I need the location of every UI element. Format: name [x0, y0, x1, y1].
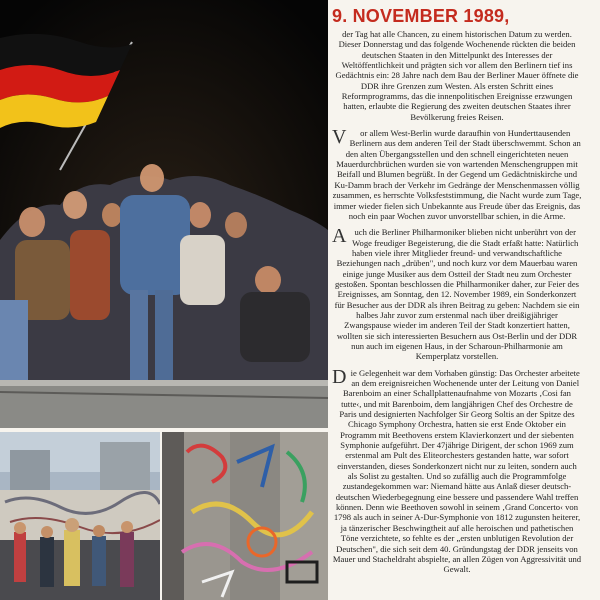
dropcap: A	[332, 225, 347, 248]
article-paragraph-1	[332, 29, 582, 122]
dropcap: V	[332, 126, 347, 149]
paragraph-text: der Tag hat alle Chancen, zu einem historischen Datum zu werden. Dieser Donnerstag und das folgende Wochenende rückten die beiden deutschen Staaten in den Mittelpunkt des Interesses der Weltöffentlichkeit und prägten sich vor allem den Berlinern tief ins Gedächtnis ein: 28 Jahre nach dem Bau der Berliner Mauer öffnete die DDR ihre Grenzen zum Westen. Als ersten Schritt eines Reformprogramms, das die innenpolitischen Ereignisse erzwungen hatten, erlaubte die Regierung des zweiten deutschen Staates ihrer Bevölkerung freies Reisen.	[335, 29, 579, 122]
article-paragraph-2	[332, 128, 582, 221]
dropcap: D	[332, 365, 347, 388]
photo-graffiti-wall	[162, 432, 328, 600]
photo-street-illustration	[0, 432, 160, 600]
article-paragraph-3	[332, 227, 582, 361]
article-paragraph-4	[332, 365, 582, 575]
photo-crowd-on-wall	[0, 0, 328, 428]
photo-crowd-at-wall	[0, 432, 160, 600]
article-headline: 9. NOVEMBER 1989,	[332, 6, 510, 26]
paragraph-text: ie Gelegenheit war dem Vorhaben günstig: Das Orchester arbeitete an dem ereignisreichen Wochenende unter der Leitung von Daniel Barenboim an einer Schallplattenaufnahme von Mozarts ‚Cosi fan tutte‹, und mit Barenboim, dem langjährigen Chef des Orchestre de Paris und designierten Nachfolger Sir Georg Soltis an der Spitze des Chicago Symphony Orchestra, hatten sie erst Ende Oktober ein Programm mit Beethovens erstem Klavierkonzert und der siebenten Symphonie aufgeführt. Der 47jährige Dirigent, der schon 1969 zum erstenmal am Pult des Elitеorchesters gestanden hatte, war sofort einverstanden, dieses Sonderkonzert nicht nur zu leiten, sondern auch als Solist zu gestalten. Und so zufällig auch die Programmfolge zustandegekommen war: Niemand hätte aus Anlaß dieser deutsch-deutschen Wiederbegegnung eine bessere und passendere Wahl treffen können. Denn wie Beethoven sowohl in seinem ‚Grand Concerto‹ von 1798 als auch in seiner A-Dur-Symphonie von 1812 zugunsten heiterer, ja tänzerischer Beschwingtheit auf alle heroischen und pathetischen Töne verzichtete, so fehlte es der „ersten unblutigen Revolution der Deutschen", die sich seit dem 40. Gründungstag der DDR jenseits von Mauer und Stacheldraht abspielte, an allen Zügen von Aggressivität und Gewalt.	[332, 367, 582, 575]
photo-graffiti-illustration	[162, 432, 328, 600]
paragraph-text: uch die Berliner Philharmoniker blieben nicht unberührt von der Woge freudiger Begeisterung, die die Stadt erfaßt hatte: Natürlich haben viele ihrer Mitglieder freund- und verwandtschaftliche Beziehungen nach „drüben", und noch kurz vor dem Mauerbau waren einige junge Musiker aus dem Ostteil der Stadt neu zum Orchester gestoßen. Spontan beschlossen die Philharmoniker daher, zur Feier des Ereignisses, am Sonntag, den 12. November 1989, ein Sonderkonzert für Besucher aus der DDR als ihren Beitrag zu geben: Nachdem sie ein halbes Jahr zuvor zum erstenmal nach über dreißigjähriger Zwangspause wieder im anderen Teil der Stadt konzertiert hatten, wollten sie sich interessierten Besuchern aus Ost-Berlin und der DDR nun auch im eigenen Haus, in der Scharoun-Philharmonie am Kemperplatz vorstellen.	[334, 227, 580, 362]
photo-crowd-illustration	[0, 0, 328, 428]
paragraph-text: or allem West-Berlin wurde daraufhin von Hunderttausenden Berlinern aus dem anderen Teil der Stadt überschwemmt. Schon an den alten Übergangsstellen und den schnell eingerichteten neuen Mauerdurchbrüchen wurden sie von wartenden Menschengruppen mit Beifall und Blumen begrüßt. In der Gegend um Gedächtniskirche und Ku-Damm brach der Verkehr im Gedränge der Menschenmassen völlig zusammen, es herrschte Volksfeststimmung, die Nacht wurde zum Tage, immer wieder fielen sich Unbekannte aus Freude über das Ereignis, das noch ein paar Wochen zuvor unvorstellbar schien, in die Arme.	[332, 128, 582, 221]
article-column	[332, 6, 582, 581]
